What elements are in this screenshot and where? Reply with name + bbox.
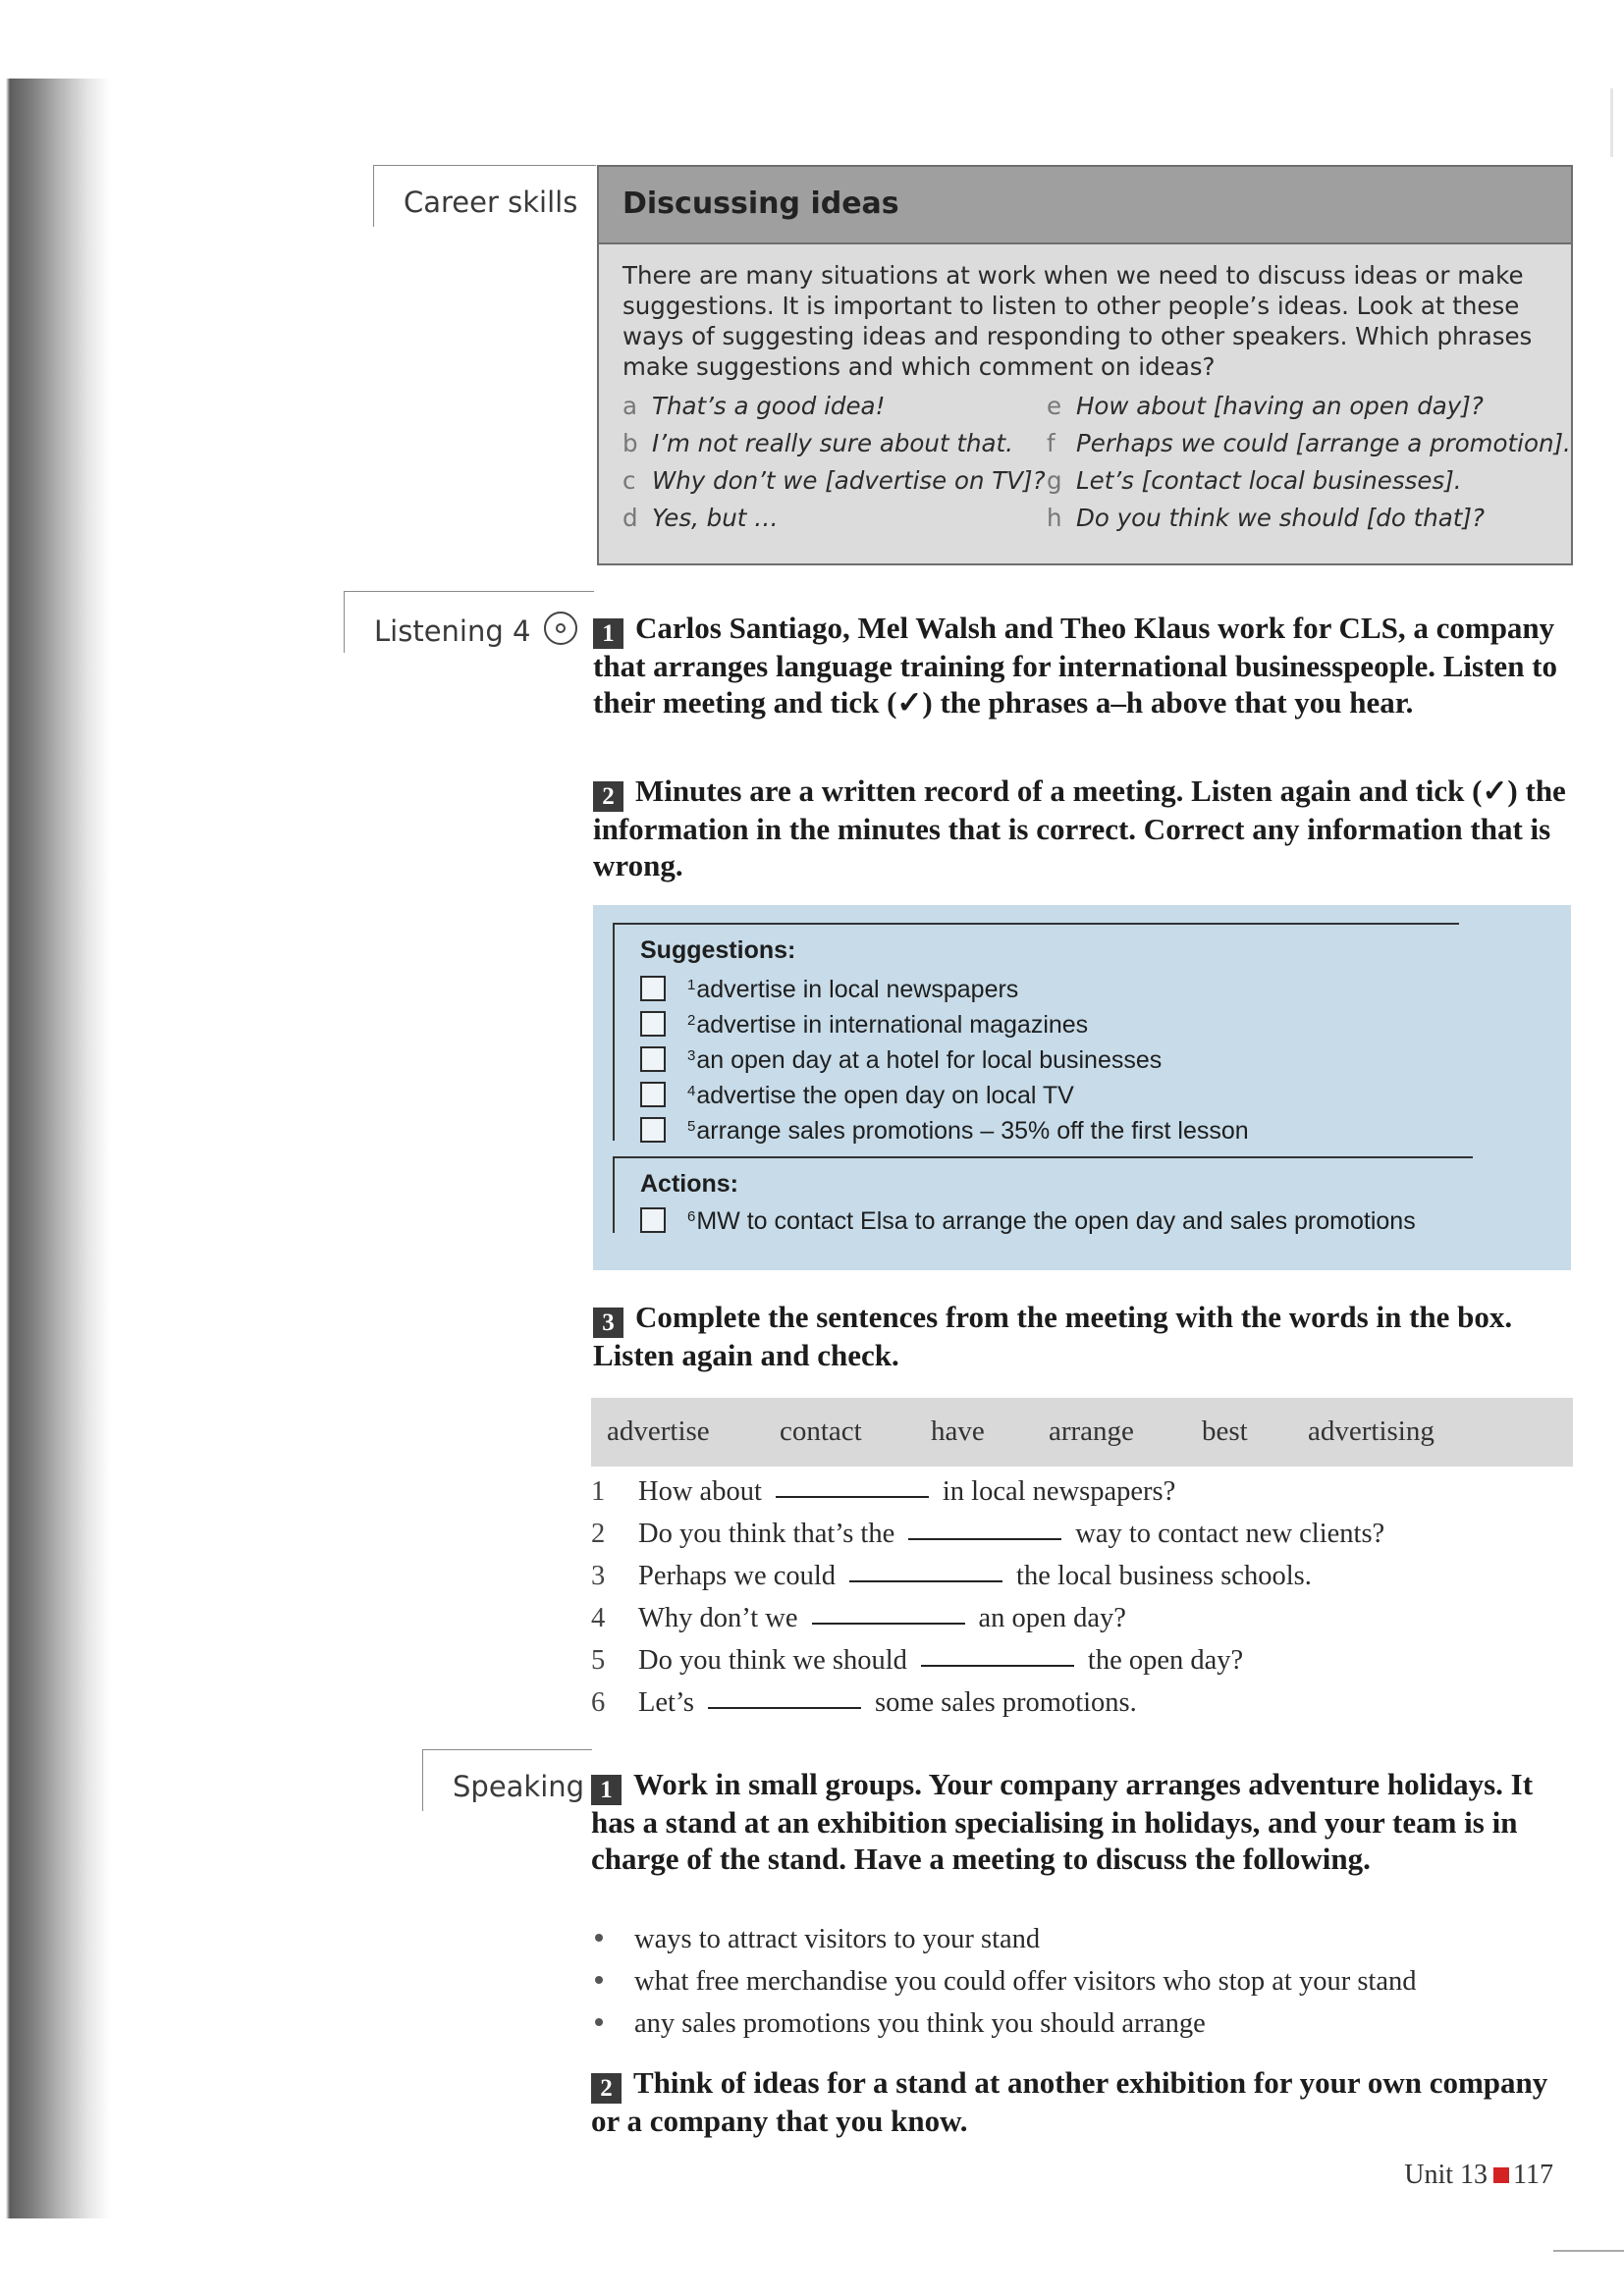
discussing-ideas-box (597, 165, 1573, 565)
bullet-item: any sales promotions you think you should arrange (595, 2008, 1206, 2040)
minutes-item: $^1$advertise in local newspapers (640, 976, 1018, 1003)
checkbox[interactable] (640, 1046, 666, 1072)
word-box-item: have (931, 1415, 985, 1447)
answer-blank[interactable] (908, 1537, 1061, 1540)
word-box-item: best (1202, 1415, 1248, 1447)
phrase-list (599, 392, 1571, 549)
section-label-career-skills: Career skills (373, 165, 596, 227)
checkbox[interactable] (640, 976, 666, 1001)
word-box (591, 1398, 1573, 1467)
speaking-exercise-1: 1 Work in small groups. Your company arranges adventure holidays. It has a stand at an exhibition specialising in holidays, and your team is in charge of the stand. Have a meeting to discuss the following. (591, 1767, 1534, 1876)
word-box-item: advertise (607, 1415, 710, 1447)
page-number: 117 (1513, 2160, 1553, 2190)
phrase-item: g Let’s [contact local businesses]. (1047, 466, 1462, 495)
answer-blank[interactable] (921, 1664, 1074, 1667)
bullet-item: ways to attract visitors to your stand (595, 1924, 1040, 1955)
suggestions-heading: Suggestions: (640, 936, 796, 964)
bullet-icon (595, 1976, 603, 1984)
exercise-number: 1 (591, 1775, 622, 1805)
divider (613, 923, 1459, 925)
sentence-item: 2 Do you think that’s the way to contact new clients? (591, 1519, 1385, 1549)
divider (1553, 2250, 1624, 2252)
answer-blank[interactable] (849, 1579, 1002, 1582)
listening-exercise-1: 1 Carlos Santiago, Mel Walsh and Theo Klaus work for CLS, a company that arranges language training for international businesspeople. Listen to their meeting and tick (✓) the phrases a–h above that you hear. (593, 611, 1558, 720)
phrase-item: b I’m not really sure about that. (623, 429, 1013, 457)
phrase-item: a That’s a good idea! (623, 392, 886, 420)
bullet-item: what free merchandise you could offer visitors who stop at your stand (595, 1966, 1416, 1998)
word-box-item: contact (780, 1415, 862, 1447)
listening-exercise-2: 2 Minutes are a written record of a meeting. Listen again and tick (✓) the information in the minutes that is correct. Correct any information that is wrong. (593, 774, 1566, 882)
book-spine-shadow (0, 79, 110, 2218)
unit-label: Unit 13 (1404, 2160, 1489, 2190)
page-footer (1404, 2160, 1553, 2191)
phrase-item: h Do you think we should [do that]? (1047, 504, 1485, 532)
answer-blank[interactable] (708, 1706, 861, 1709)
speaking-exercise-2: 2 Think of ideas for a stand at another exhibition for your own company or a company that you know. (591, 2065, 1548, 2138)
exercise-number: 1 (593, 618, 623, 649)
box-title: Discussing ideas (599, 167, 1571, 244)
word-box-item: arrange (1049, 1415, 1134, 1447)
box-intro: There are many situations at work when we need to discuss ideas or make suggestions. It is important to listen to other people’s ideas. Look at these ways of suggesting ideas and responding to other speakers. Which phrases make suggestions and which comment on ideas? (623, 261, 1533, 381)
cd-icon (544, 612, 577, 645)
word-box-item: advertising (1308, 1415, 1435, 1447)
listening-exercise-3: 3 Complete the sentences from the meeting with the words in the box. Listen again and check. (593, 1300, 1513, 1372)
checkbox[interactable] (640, 1117, 666, 1143)
actions-heading: Actions: (640, 1170, 738, 1198)
bullet-icon (595, 1934, 603, 1942)
answer-blank[interactable] (776, 1495, 929, 1498)
minutes-item: $^4$advertise the open day on local TV (640, 1082, 1074, 1109)
sentence-item: 3 Perhaps we could the local business schools. (591, 1561, 1312, 1591)
divider (613, 1156, 1473, 1158)
minutes-item: $^6$MW to contact Elsa to arrange the open day and sales promotions (640, 1207, 1416, 1235)
sentence-item: 6 Let’s some sales promotions. (591, 1687, 1137, 1718)
checkbox[interactable] (640, 1082, 666, 1107)
square-icon (1493, 2167, 1509, 2183)
checkbox[interactable] (640, 1207, 666, 1233)
checkbox[interactable] (640, 1011, 666, 1037)
sentence-item: 4 Why don’t we an open day? (591, 1603, 1126, 1633)
phrase-item: d Yes, but … (623, 504, 779, 532)
section-label-speaking: Speaking (422, 1749, 592, 1811)
page-edge-mark (1610, 88, 1613, 157)
minutes-item: $^2$advertise in international magazines (640, 1011, 1088, 1039)
minutes-item: $^3$an open day at a hotel for local businesses (640, 1046, 1162, 1074)
phrase-item: e How about [having an open day]? (1047, 392, 1484, 420)
exercise-number: 3 (593, 1308, 623, 1338)
exercise-number: 2 (591, 2073, 622, 2104)
section-label-listening: Listening 4 (344, 591, 594, 653)
answer-blank[interactable] (812, 1622, 965, 1625)
meeting-minutes-panel (593, 905, 1571, 1270)
phrase-item: f Perhaps we could [arrange a promotion]. (1047, 429, 1571, 457)
sentence-item: 1 How about in local newspapers? (591, 1476, 1176, 1507)
divider (613, 923, 615, 1141)
minutes-item: $^5$arrange sales promotions – 35% off the first lesson (640, 1117, 1249, 1145)
divider (613, 1156, 615, 1233)
bullet-icon (595, 2018, 603, 2026)
sentence-item: 5 Do you think we should the open day? (591, 1645, 1244, 1676)
phrase-item: c Why don’t we [advertise on TV]? (623, 466, 1046, 495)
exercise-number: 2 (593, 781, 623, 812)
